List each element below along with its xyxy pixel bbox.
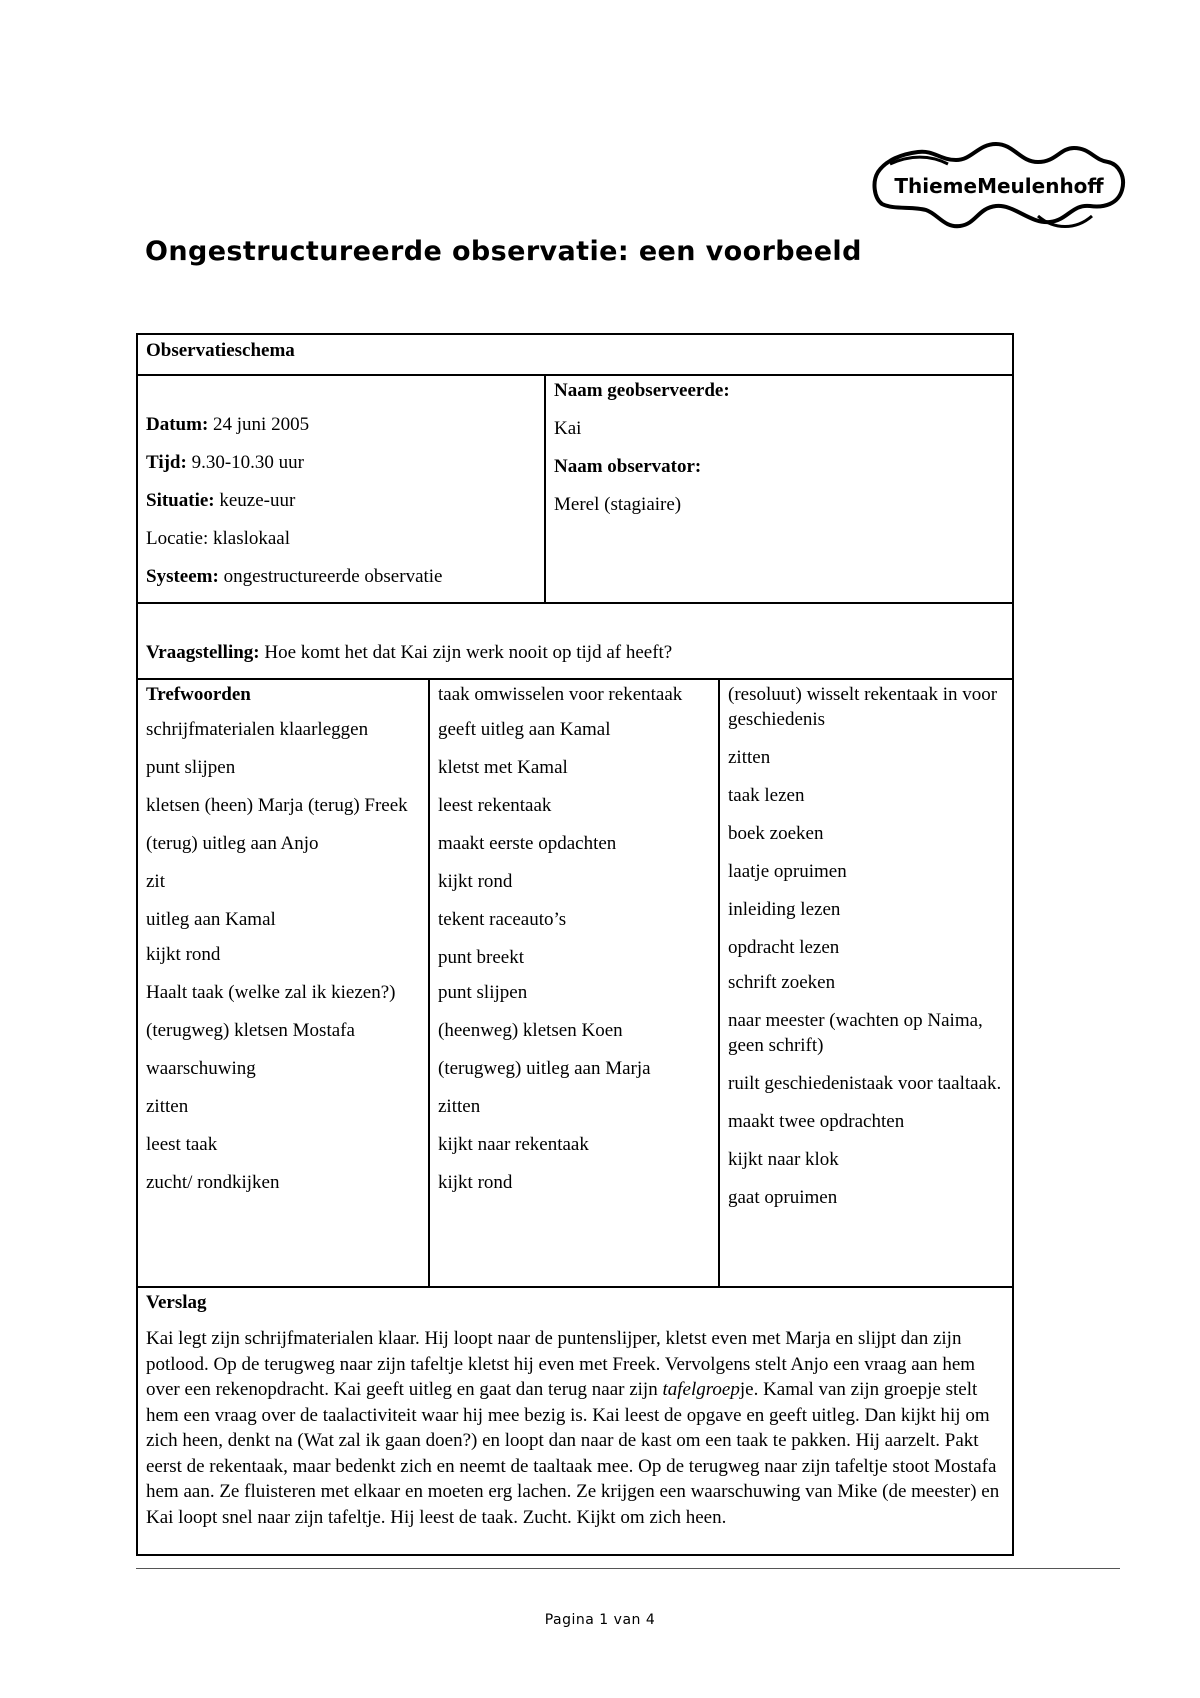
list-item: waarschuwing bbox=[146, 1058, 256, 1079]
list-item: kijkt rond bbox=[438, 871, 513, 892]
list-item: maakt eerste opdachten bbox=[438, 833, 617, 854]
list-item: zit bbox=[146, 871, 165, 892]
logo-outline-icon bbox=[868, 134, 1130, 238]
list-item: schrijfmaterialen klaarleggen bbox=[146, 719, 369, 740]
list-item: geeft uitleg aan Kamal bbox=[438, 719, 611, 740]
list-item: boek zoeken bbox=[728, 823, 824, 844]
list-item: kijkt naar rekentaak bbox=[438, 1134, 589, 1155]
list-item: gaat opruimen bbox=[728, 1187, 838, 1208]
trefwoorden-heading: Trefwoorden bbox=[146, 684, 251, 705]
trefwoorden-col-2 bbox=[430, 680, 718, 1286]
list-item: zitten bbox=[438, 1096, 481, 1117]
schema-info-left bbox=[138, 376, 544, 602]
list-item: kijkt rond bbox=[146, 944, 221, 965]
list-item: taak lezen bbox=[728, 785, 805, 806]
situatie-line: Situatie: keuze-uur bbox=[146, 490, 296, 511]
list-item: zitten bbox=[146, 1096, 189, 1117]
list-item: kijkt rond bbox=[438, 1172, 513, 1193]
list-item: punt slijpen bbox=[146, 757, 236, 778]
vraagstelling-text: Hoe komt het dat Kai zijn werk nooit op tijd af heeft? bbox=[259, 642, 673, 663]
list-item: laatje opruimen bbox=[728, 861, 847, 882]
locatie-line: Locatie: klaslokaal bbox=[146, 528, 291, 549]
logo-text: ThiemeMeulenhoff bbox=[894, 174, 1104, 198]
list-item: ruilt geschiedenistaak voor taaltaak. bbox=[728, 1073, 1002, 1094]
list-item: (heenweg) kletsen Koen bbox=[438, 1020, 623, 1041]
list-item: zitten bbox=[728, 747, 771, 768]
list-item: zucht/ rondkijken bbox=[146, 1172, 280, 1193]
list-item: Haalt taak (welke zal ik kiezen?) bbox=[146, 982, 396, 1003]
list-item: uitleg aan Kamal bbox=[146, 909, 276, 930]
trefwoorden-row bbox=[138, 678, 1012, 1286]
list-item: (terugweg) kletsen Mostafa bbox=[146, 1020, 355, 1041]
schema-info-right bbox=[546, 376, 1012, 602]
systeem-line: Systeem: ongestructureerde observatie bbox=[146, 566, 443, 587]
verslag-row bbox=[138, 1286, 1012, 1554]
schema-heading: Observatieschema bbox=[146, 340, 295, 361]
list-item: schrift zoeken bbox=[728, 972, 836, 993]
list-item: taak omwisselen voor rekentaak bbox=[438, 684, 683, 705]
page-number: Pagina 1 van 4 bbox=[544, 1612, 656, 1628]
list-item: kletst met Kamal bbox=[438, 757, 568, 778]
naam-observator-label: Naam observator: bbox=[554, 456, 702, 477]
naam-geobserveerde-label: Naam geobserveerde: bbox=[554, 380, 730, 401]
list-item: leest rekentaak bbox=[438, 795, 552, 816]
footer-divider bbox=[136, 1568, 1120, 1569]
vraagstelling-row bbox=[138, 602, 1012, 678]
list-item: (resoluut) wisselt rekentaak in voor geschiedenis bbox=[728, 684, 998, 730]
list-item: leest taak bbox=[146, 1134, 218, 1155]
naam-observator-value: Merel (stagiaire) bbox=[554, 494, 682, 515]
list-item: kletsen (heen) Marja (terug) Freek bbox=[146, 795, 408, 816]
list-item: punt breekt bbox=[438, 947, 525, 968]
thiememeulenhoff-logo bbox=[868, 134, 1130, 238]
list-item: punt slijpen bbox=[438, 982, 528, 1003]
list-item: maakt twee opdrachten bbox=[728, 1111, 905, 1132]
trefwoorden-col-3 bbox=[720, 680, 1012, 1286]
schema-info-row bbox=[138, 374, 1012, 602]
tijd-line: Tijd: 9.30-10.30 uur bbox=[146, 452, 304, 473]
observation-schema-table bbox=[136, 333, 1014, 1556]
list-item: inleiding lezen bbox=[728, 899, 841, 920]
list-item: (terugweg) uitleg aan Marja bbox=[438, 1058, 651, 1079]
list-item: (terug) uitleg aan Anjo bbox=[146, 833, 319, 854]
verslag-heading: Verslag bbox=[146, 1292, 207, 1313]
naam-geobserveerde-value: Kai bbox=[554, 418, 582, 439]
datum-line: Datum: 24 juni 2005 bbox=[146, 414, 310, 435]
vraagstelling-label: Vraagstelling: bbox=[146, 642, 260, 663]
verslag-text: Kai legt zijn schrijfmaterialen klaar. Hij loopt naar de puntenslijper, kletst even met Marja en slijpt dan zijn potlood. Op de terugweg naar zijn tafeltje kletst hij even met Freek. Vervolgens stelt Anjo een vraag aan hem over een rekenopdracht. Kai geeft uitleg en gaat dan terug naar zijn tafelgroepje. Kamal van zijn groepje stelt hem een vraag over de taalactiviteit waar hij mee bezig is. Kai leest de opgave en geeft uitleg. Dan kijkt hij om zich heen, denkt na (Wat zal ik gaan doen?) en loopt dan naar de kast om een taak te pakken. Hij aarzelt. Pakt eerst de rekentaak, maar bedenkt zich en neemt de taaltaak mee. Op de terugweg naar zijn tafeltje stoot Mostafa hem aan. Ze fluisteren met elkaar en moeten erg lachen. Ze krijgen een waarschuwing van Mike (de meester) en Kai loopt snel naar zijn tafeltje. Hij leest de taak. Zucht. Kijkt om zich heen. bbox=[146, 1328, 1000, 1528]
list-item: kijkt naar klok bbox=[728, 1149, 839, 1170]
list-item: naar meester (wachten op Naima, geen schrift) bbox=[728, 1010, 983, 1056]
list-item: opdracht lezen bbox=[728, 937, 840, 958]
trefwoorden-col-1 bbox=[138, 680, 428, 1286]
list-item: tekent raceauto’s bbox=[438, 909, 567, 930]
page-title: Ongestructureerde observatie: een voorbeeld bbox=[145, 236, 862, 267]
